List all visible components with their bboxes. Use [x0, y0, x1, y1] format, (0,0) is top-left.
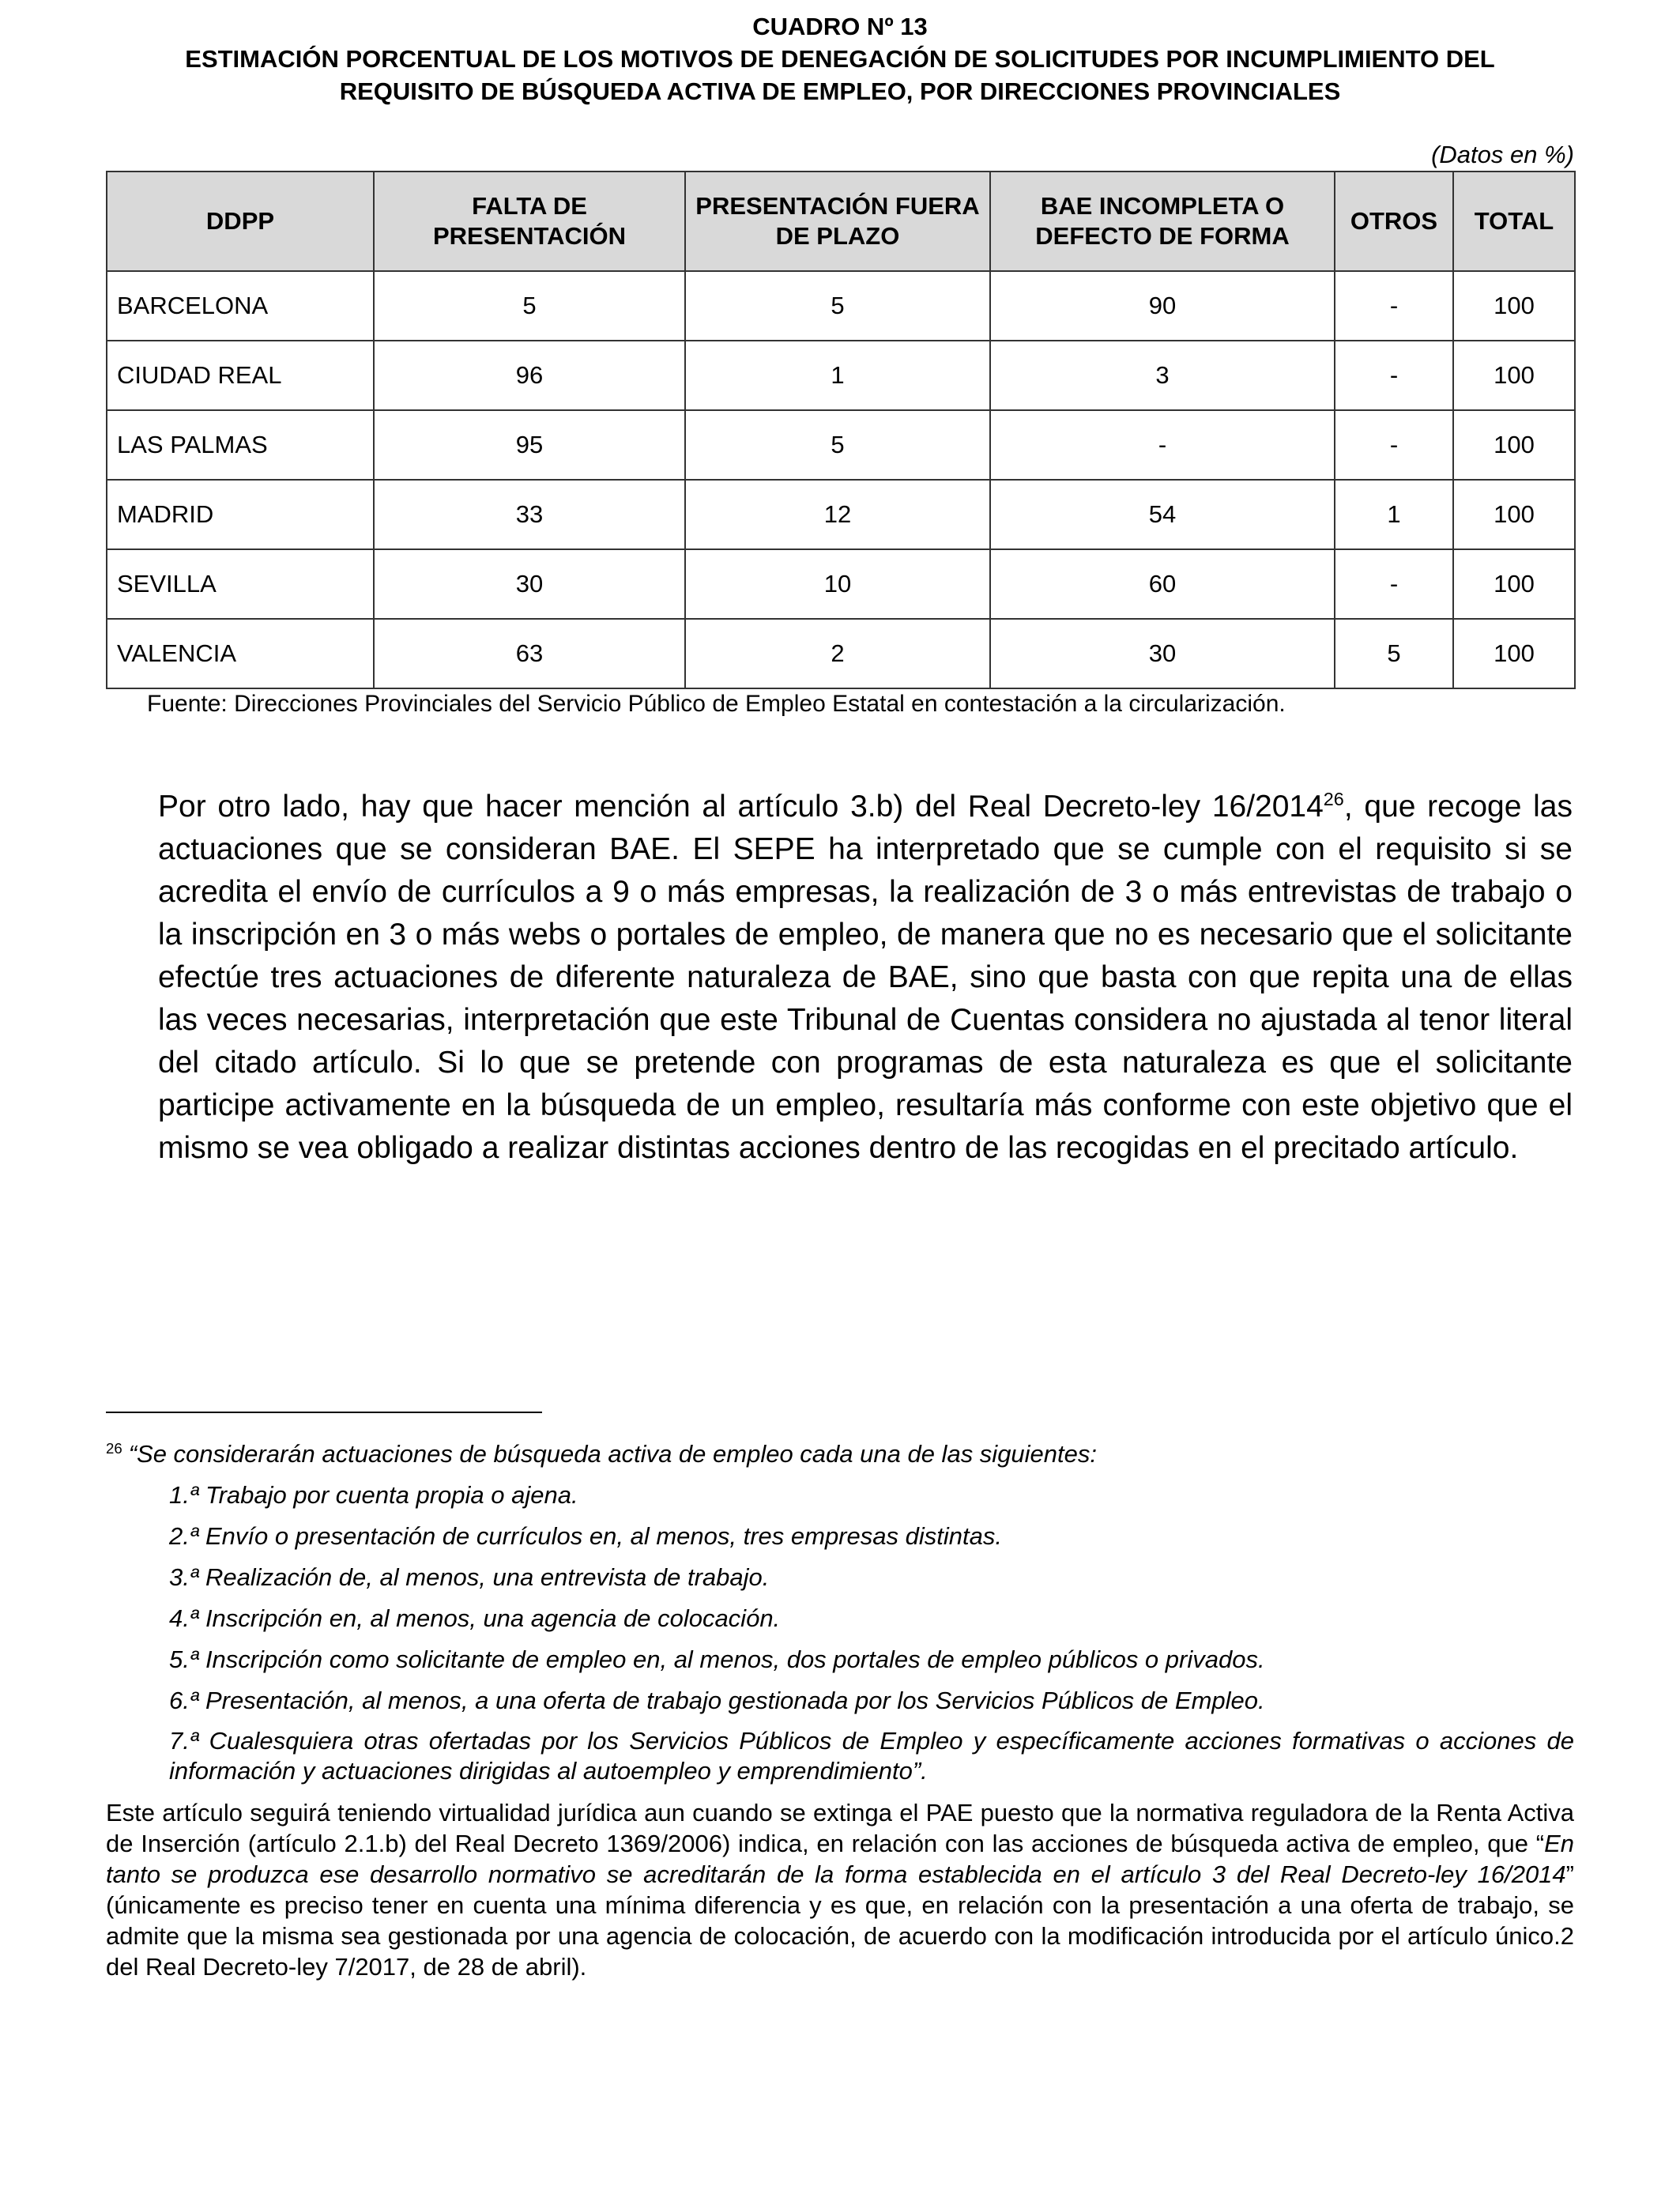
- footnote-reference[interactable]: 26: [1323, 789, 1344, 809]
- column-header: TOTAL: [1453, 172, 1575, 271]
- table-cell: CIUDAD REAL: [107, 341, 374, 410]
- footnote: [106, 1438, 1574, 1982]
- list-item: 3.ª Realización de, al menos, una entrevista de trabajo.: [169, 1563, 770, 1591]
- table-cell: MADRID: [107, 480, 374, 549]
- table-cell: 1: [1335, 480, 1453, 549]
- column-header: PRESENTACIÓN FUERA DE PLAZO: [685, 172, 990, 271]
- list-item: 5.ª Inscripción como solicitante de empleo en, al menos, dos portales de empleo públicos o privados.: [169, 1646, 1265, 1673]
- table-cell: 5: [374, 271, 685, 341]
- column-header: DDPP: [107, 172, 374, 271]
- table-cell: BARCELONA: [107, 271, 374, 341]
- footnote-separator: [106, 1412, 542, 1413]
- table-cell: 1: [685, 341, 990, 410]
- table-cell: 10: [685, 549, 990, 619]
- table-heading: [106, 11, 1574, 107]
- table-cell: 100: [1453, 271, 1575, 341]
- table-cell: 30: [990, 619, 1335, 688]
- table-header-row: [107, 172, 1575, 271]
- table-cell: 96: [374, 341, 685, 410]
- list-item: 2.ª Envío o presentación de currículos en, al menos, tres empresas distintas.: [169, 1522, 1002, 1550]
- table-row: [107, 410, 1575, 480]
- table-cell: -: [1335, 341, 1453, 410]
- list-item: 1.ª Trabajo por cuenta propia o ajena.: [169, 1481, 578, 1509]
- table-cell: 30: [374, 549, 685, 619]
- table-title-line-2: REQUISITO DE BÚSQUEDA ACTIVA DE EMPLEO, POR DIRECCIONES PROVINCIALES: [339, 77, 1341, 105]
- table-cell: 5: [1335, 619, 1453, 688]
- footnote-list: [106, 1480, 1574, 1786]
- table-cell: 5: [685, 271, 990, 341]
- table-cell: 33: [374, 480, 685, 549]
- footnote-intro: $^{26}$ “Se considerarán actuaciones de búsqueda activa de empleo cada una de las siguientes:: [106, 1439, 1098, 1468]
- table-cell: 90: [990, 271, 1335, 341]
- table-row: [107, 549, 1575, 619]
- table-cell: 3: [990, 341, 1335, 410]
- table-cell: 100: [1453, 341, 1575, 410]
- table-cell: -: [1335, 271, 1453, 341]
- table-cell: 100: [1453, 410, 1575, 480]
- units-note: (Datos en %): [1431, 141, 1574, 168]
- table-row: [107, 480, 1575, 549]
- table-cell: VALENCIA: [107, 619, 374, 688]
- table-cell: LAS PALMAS: [107, 410, 374, 480]
- footnote-paragraph: Este artículo seguirá teniendo virtualidad jurídica aun cuando se extinga el PAE puesto que la normativa reguladora de la Renta Activa de Inserción (artículo 2.1.b) del Real Decreto 1369/2006) indica, en relación con las acciones de búsqueda activa de empleo, que “En tanto se produzca ese desarrollo normativo se acreditarán de la forma establecida en el artículo 3 del Real Decreto-ley 16/2014” (únicamente es preciso tener en cuenta una mínima diferencia y es que, en relación con la presentación a una oferta de trabajo, se admite que la misma sea gestionada por una agencia de colocación, de acuerdo con la modificación introducida por el artículo único.2 del Real Decreto-ley 7/2017, de 28 de abril).: [106, 1799, 1574, 1981]
- table-cell: -: [990, 410, 1335, 480]
- table-cell: 100: [1453, 549, 1575, 619]
- table-title-line-1: ESTIMACIÓN PORCENTUAL DE LOS MOTIVOS DE DENEGACIÓN DE SOLICITUDES POR INCUMPLIMIENTO DEL: [185, 45, 1495, 73]
- table-cell: 100: [1453, 480, 1575, 549]
- table-row: [107, 341, 1575, 410]
- body-paragraph: Por otro lado, hay que hacer mención al artículo 3.b) del Real Decreto-ley 16/2014$^{26}$, que recoge las actuaciones que se consideran BAE. El SEPE ha interpretado que se cumple con el requisito si se acredita el envío de currículos a 9 o más empresas, la realización de 3 o más entrevistas de trabajo o la inscripción en 3 o más webs o portales de empleo, de manera que no es necesario que el solicitante efectúe tres actuaciones de diferente naturaleza de BAE, sino que basta con que repita una de ellas las veces necesarias, interpretación que este Tribunal de Cuentas considera no ajustada al tenor literal del citado artículo. Si lo que se pretende con programas de esta naturaleza es que el solicitante participe activamente en la búsqueda de un empleo, resultaría más conforme con este objetivo que el mismo se vea obligado a realizar distintas acciones dentro de las recogidas en el precitado artículo.: [158, 789, 1573, 1165]
- table-cell: 5: [685, 410, 990, 480]
- table-cell: 12: [685, 480, 990, 549]
- table-cell: 100: [1453, 619, 1575, 688]
- table-cell: 54: [990, 480, 1335, 549]
- table-cell: 63: [374, 619, 685, 688]
- data-table: [106, 171, 1576, 689]
- footnote-number: 26: [106, 1439, 122, 1457]
- list-item: 4.ª Inscripción en, al menos, una agencia de colocación.: [169, 1604, 781, 1632]
- table-row: [107, 271, 1575, 341]
- list-item: 6.ª Presentación, al menos, a una oferta de trabajo gestionada por los Servicios Públicos de Empleo.: [169, 1687, 1265, 1714]
- table-source: Fuente: Direcciones Provinciales del Servicio Público de Empleo Estatal en contestación a la circularización.: [147, 691, 1286, 717]
- table-row: [107, 619, 1575, 688]
- table-cell: 60: [990, 549, 1335, 619]
- table-cell: -: [1335, 410, 1453, 480]
- table-cell: -: [1335, 549, 1453, 619]
- list-item: 7.ª Cualesquiera otras ofertadas por los Servicios Públicos de Empleo y específicamente acciones formativas o acciones de información y actuaciones dirigidas al autoempleo y emprendimiento”.: [169, 1727, 1574, 1785]
- column-header: BAE INCOMPLETA O DEFECTO DE FORMA: [990, 172, 1335, 271]
- table-cell: SEVILLA: [107, 549, 374, 619]
- table-number: CUADRO Nº 13: [752, 13, 928, 40]
- table-cell: 2: [685, 619, 990, 688]
- column-header: FALTA DE PRESENTACIÓN: [374, 172, 685, 271]
- table-cell: 95: [374, 410, 685, 480]
- column-header: OTROS: [1335, 172, 1453, 271]
